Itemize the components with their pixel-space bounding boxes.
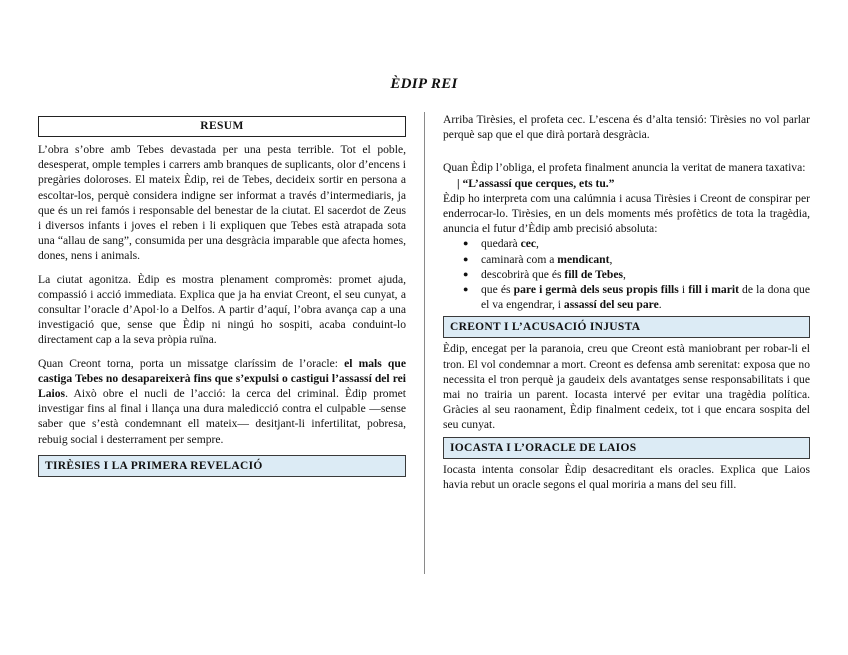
text-run: i xyxy=(678,283,689,297)
paragraph-tiresies-2: Quan Èdip l’obliga, el profeta finalment anuncia la veritat de manera taxativa: xyxy=(443,161,806,175)
list-item xyxy=(443,252,810,267)
bold-text: pare i germà dels seus propis fills xyxy=(513,283,679,297)
text-run: Quan Creont torna, porta un missatge claríssim de l’oracle: xyxy=(38,356,345,370)
document-title: ÈDIP REI xyxy=(390,76,458,92)
paragraph-iocasta: Iocasta intenta consolar Èdip desacreditant els oracles. Explica que Laios havia rebut un oracle segons el qual moriria a mans del seu fill. xyxy=(443,462,810,491)
left-column xyxy=(38,116,406,477)
section-heading-resum: RESUM xyxy=(38,116,406,137)
paragraph-creont: Èdip, encegat per la paranoia, creu que Creont està maniobrant per robar-li el tron. El vol condemnar a mort. Creont es defensa amb serenitat: exposa que no necessita el tron perquè ja gaudeix dels avantatges sense responsabilitats i que mai no trairia un parent. Iocasta intervé per evitar una tragèdia política. Gràcies al seu raonament, Èdip finalment cedeix, tot i que encara sospita del seu cunyat. xyxy=(443,342,810,432)
bold-text: assassí del seu pare xyxy=(563,298,659,312)
text-run: , xyxy=(536,237,539,251)
text-run: caminarà com a xyxy=(481,252,558,266)
bold-text-oracle: el mals que castiga Tebes no desapareixerà fins que s’expulsi o castigui l’assassí del rei Laios xyxy=(38,356,406,401)
bullet-icon: ● xyxy=(463,284,469,295)
paragraph-resum-3 xyxy=(38,356,406,447)
paragraph-tiresies-1: Arriba Tirèsies, el profeta cec. L’escena és d’alta tensió: Tirèsies no vol parlar perquè sap que el que dirà portarà desgràcia. xyxy=(443,113,810,142)
text-run: , xyxy=(623,267,626,281)
text-run: descobrirà que és xyxy=(481,267,565,281)
section-heading-tiresies: TIRÈSIES I LA PRIMERA REVELACIÓ xyxy=(38,455,406,477)
bullet-icon: ● xyxy=(463,253,469,264)
list-item xyxy=(443,267,810,282)
quote-text: | “L’assassí que cerques, ets tu.” xyxy=(457,176,615,190)
text-run: , xyxy=(609,252,613,266)
bullet-icon: ● xyxy=(463,238,469,249)
prophecy-list xyxy=(443,236,810,312)
section-heading-creont: CREONT I L’ACUSACIÓ INJUSTA xyxy=(443,316,810,338)
text-run: . xyxy=(658,298,662,312)
paragraph-resum-2: La ciutat agonitza. Èdip es mostra plenament compromès: promet ajuda, compassió i acció immediata. Explica que ja ha enviat Creont, el seu cunyat, a consultar l’oracle d’Apol·lo a Delfos. A partir d’aquí, l’obra avança cap a una investigació que, sense que Èdip ni ningú ho sospiti, acaba conduint-lo directament cap a la seva pròpia ruïna. xyxy=(38,272,406,347)
text-run: quedarà xyxy=(481,237,521,251)
paragraph-tiresies-3: Èdip ho interpreta com una calúmnia i acusa Tirèsies i Creont de conspirar per enderrocar-lo. Tirèsies, en un dels moments més profètics de tota la tragèdia, anuncia el futur d’Èdip amb precisió absoluta: xyxy=(443,191,810,236)
text-run: de la dona que el va engendrar, i xyxy=(481,283,810,312)
paragraph-resum-1: L’obra s’obre amb Tebes devastada per una pesta terrible. Tot el poble, desesperat, omple temples i carrers amb branques de suplicants, olor d’encens i pregàries doloroses. El mateix Èdip, rei de Tebes, decideix sortir en persona a escoltar-los, perquè considera indigne ser informat a través d’intermediaris, ja que és un rei famós i responsable del benestar de la ciutat. El sacerdot de Zeus i diversos infants i joves el reben i li expliquen que Tebes està atrapada sota una “allau de sang”, consumida per una desgràcia imparable que afecta homes, dones, nens i animals. xyxy=(38,143,406,263)
right-column xyxy=(443,112,810,492)
list-item xyxy=(443,282,810,312)
bullet-icon: ● xyxy=(463,268,469,279)
bold-text: mendicant xyxy=(557,252,610,266)
list-item xyxy=(443,236,810,251)
section-heading-iocasta: IOCASTA I L’ORACLE DE LAIOS xyxy=(443,437,810,459)
bold-text: fill de Tebes xyxy=(564,267,624,281)
bold-text: cec xyxy=(520,237,537,251)
text-run: . Això obre el nucli de l’acció: la cerca del criminal. Èdip promet investigar fins al final i llança una dura maledicció contra el culpable —sense saber que s’està condemnant ell mateix— desitjant-li infertilitat, pobresa, rebuig social i desterrament per sempre. xyxy=(38,387,406,446)
bold-text: fill i marit xyxy=(688,283,739,297)
quote-line xyxy=(443,176,810,191)
text-run: que és xyxy=(481,283,514,297)
column-divider xyxy=(424,112,425,574)
